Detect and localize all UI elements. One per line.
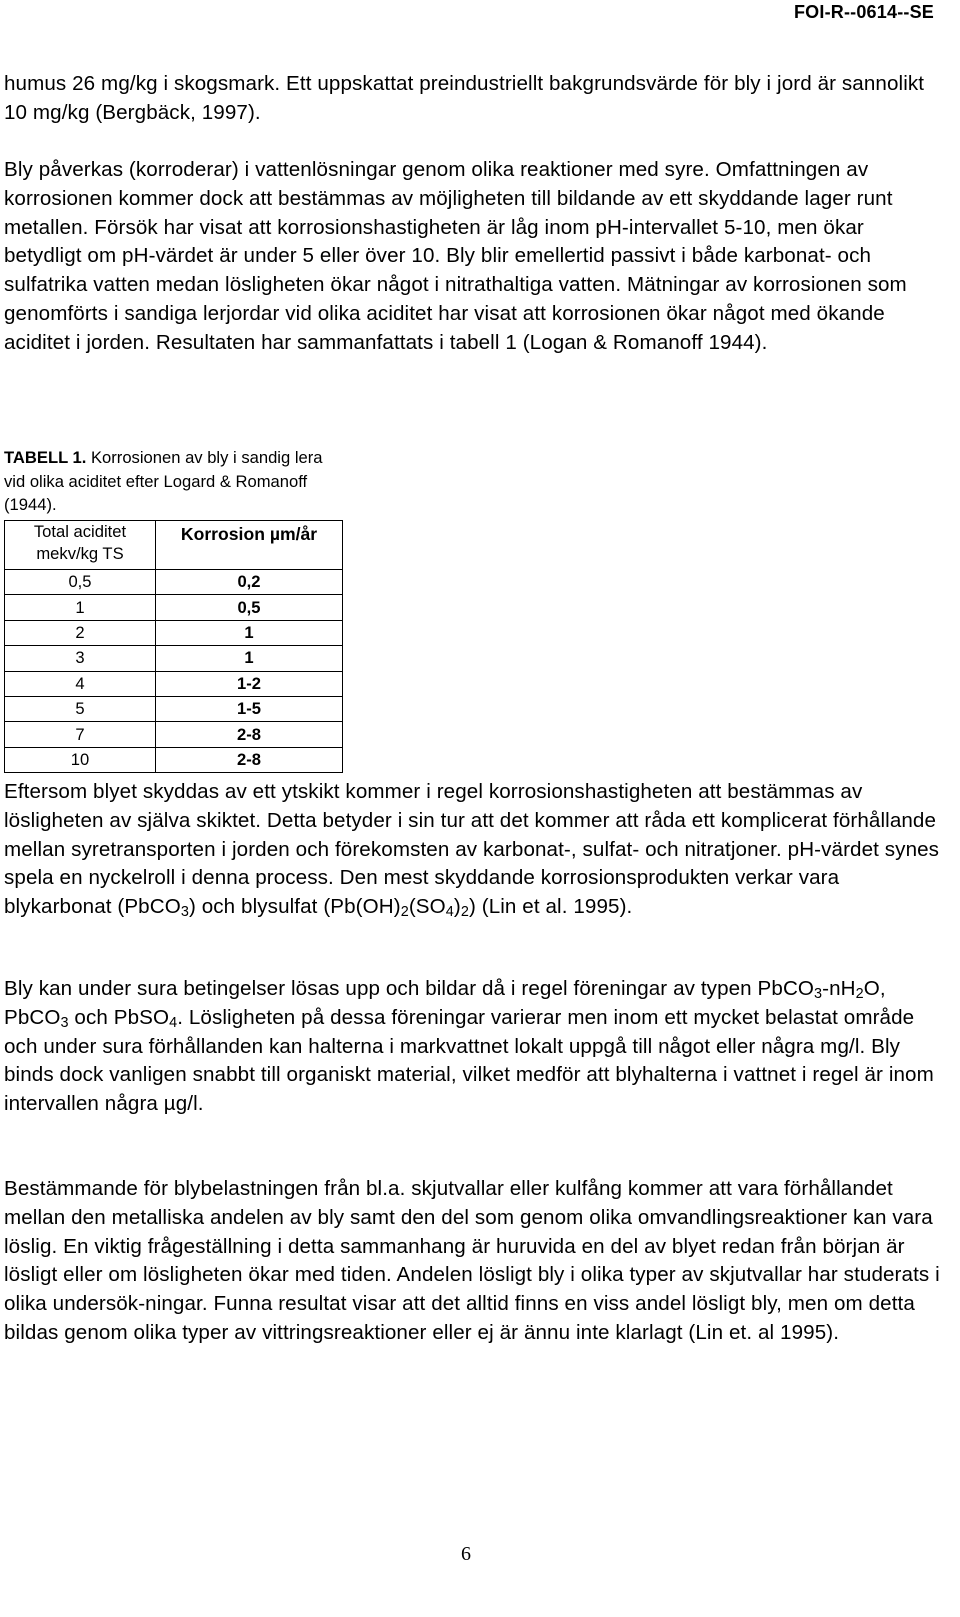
corrosion-table (4, 520, 343, 773)
paragraph-lead-loading: Bestämmande för blybelastningen från bl.a. skjutvallar eller kulfång kommer att vara förhållandet mellan den metalliska andelen av bly samt den del som genom olika omvandlingsreaktioner kan vara löslig. En viktig frågeställning i detta sammanhang är huruvida en del av blyet redan från början är lösligt eller om lösligheten ökar med tiden. Andelen lösligt bly i olika typer av skjutvallar har studerats i olika undersök-ningar. Funna resultat visar att det alltid finns en viss andel lösligt bly, men om detta bildas genom olika typer av vittringsreaktioner eller ej är ännu inte klarlagt (Lin et. al 1995). (4, 1177, 940, 1344)
korrosion-cell: 0,2 (156, 570, 343, 595)
korrosion-cell: 2-8 (156, 747, 343, 772)
aciditet-cell: 10 (5, 747, 156, 772)
table-caption-text: Korrosionen av bly i sandig lera vid olika aciditet efter Logard & Romanoff (1944). (4, 448, 323, 514)
korrosion-cell: 1 (156, 620, 343, 645)
aciditet-cell: 0,5 (5, 570, 156, 595)
korrosion-cell: 2-8 (156, 722, 343, 747)
table-row (5, 646, 343, 671)
table-row (5, 696, 343, 721)
table-row (5, 747, 343, 772)
aciditet-cell: 3 (5, 646, 156, 671)
table-row (5, 722, 343, 747)
table-caption-label: TABELL 1. (4, 448, 87, 467)
document-id: FOI-R--0614--SE (793, 2, 934, 22)
paragraph-background-value: humus 26 mg/kg i skogsmark. Ett uppskattat preindustriellt bakgrundsvärde för bly i jord är sannolikt 10 mg/kg (Bergbäck, 1997). (4, 72, 925, 124)
aciditet-cell: 1 (5, 595, 156, 620)
table-header-row (5, 521, 343, 570)
korrosion-cell: 1-5 (156, 696, 343, 721)
table-row (5, 620, 343, 645)
paragraph-corrosion: Bly påverkas (korroderar) i vattenlösningar genom olika reaktioner med syre. Omfattningen av korrosionen kommer dock att bestämmas av möjligheten till bildande av ett skyddande lager runt metallen. Försök har visat att korrosionshastigheten är låg inom pH-intervallet 5-10, men ökar betydligt om pH-värdet är under 5 eller över 10. Bly blir emellertid passivt i både karbonat- och sulfatrika vatten medan lösligheten ökar något i nitrathaltiga vatten. Mätningar av korrosionen som genomförts i sandiga lerjordar vid olika aciditet har visat att korrosionen ökar något med ökande aciditet i jorden. Resultaten har sammanfattats i tabell 1 (Logan & Romanoff 1944). (4, 158, 907, 354)
column-header-aciditet: Total aciditet mekv/kg TS (5, 521, 156, 570)
aciditet-cell: 2 (5, 620, 156, 645)
aciditet-cell: 5 (5, 696, 156, 721)
paragraph-protective-layer: Eftersom blyet skyddas av ett ytskikt kommer i regel korrosionshastigheten att bestämmas av lösligheten av själva skiktet. Detta betyder i sin tur att det kommer att råda ett komplicerat förhållande mellan syretransporten i jorden och förekomsten av karbonat-, sulfat- och nitratjoner. pH-värdet synes spela en nyckelroll i denna process. Den mest skyddande korrosionsprodukten verkar vara blykarbonat (PbCO$_3$) och blysulfat $(Pb(OH)_2(SO_4)_2)$ (Lin et al. 1995). (4, 780, 940, 921)
column-header-korrosion: Korrosion µm/år (156, 521, 343, 570)
table-row (5, 671, 343, 696)
table-row (5, 570, 343, 595)
table-row (5, 595, 343, 620)
table-caption (4, 446, 324, 517)
korrosion-cell: 1-2 (156, 671, 343, 696)
korrosion-cell: 1 (156, 646, 343, 671)
paragraph-acid-conditions: Bly kan under sura betingelser lösas upp och bildar då i regel föreningar av typen $PbCO_3-nH_2O$, PbCO$_3$ och PbSO$_4$. Lösligheten på dessa föreningar varierar men inom ett mycket belastat område och under sura förhållanden kan halterna i markvattnet lokalt uppgå till något eller några mg/l. Bly binds dock vanligen snabbt till organiskt material, vilket medför att blyhalterna i vattnet i regel är inom intervallen några µg/l. (4, 977, 934, 1116)
page-number: 6 (461, 1543, 471, 1565)
aciditet-cell: 7 (5, 722, 156, 747)
korrosion-cell: 0,5 (156, 595, 343, 620)
aciditet-cell: 4 (5, 671, 156, 696)
